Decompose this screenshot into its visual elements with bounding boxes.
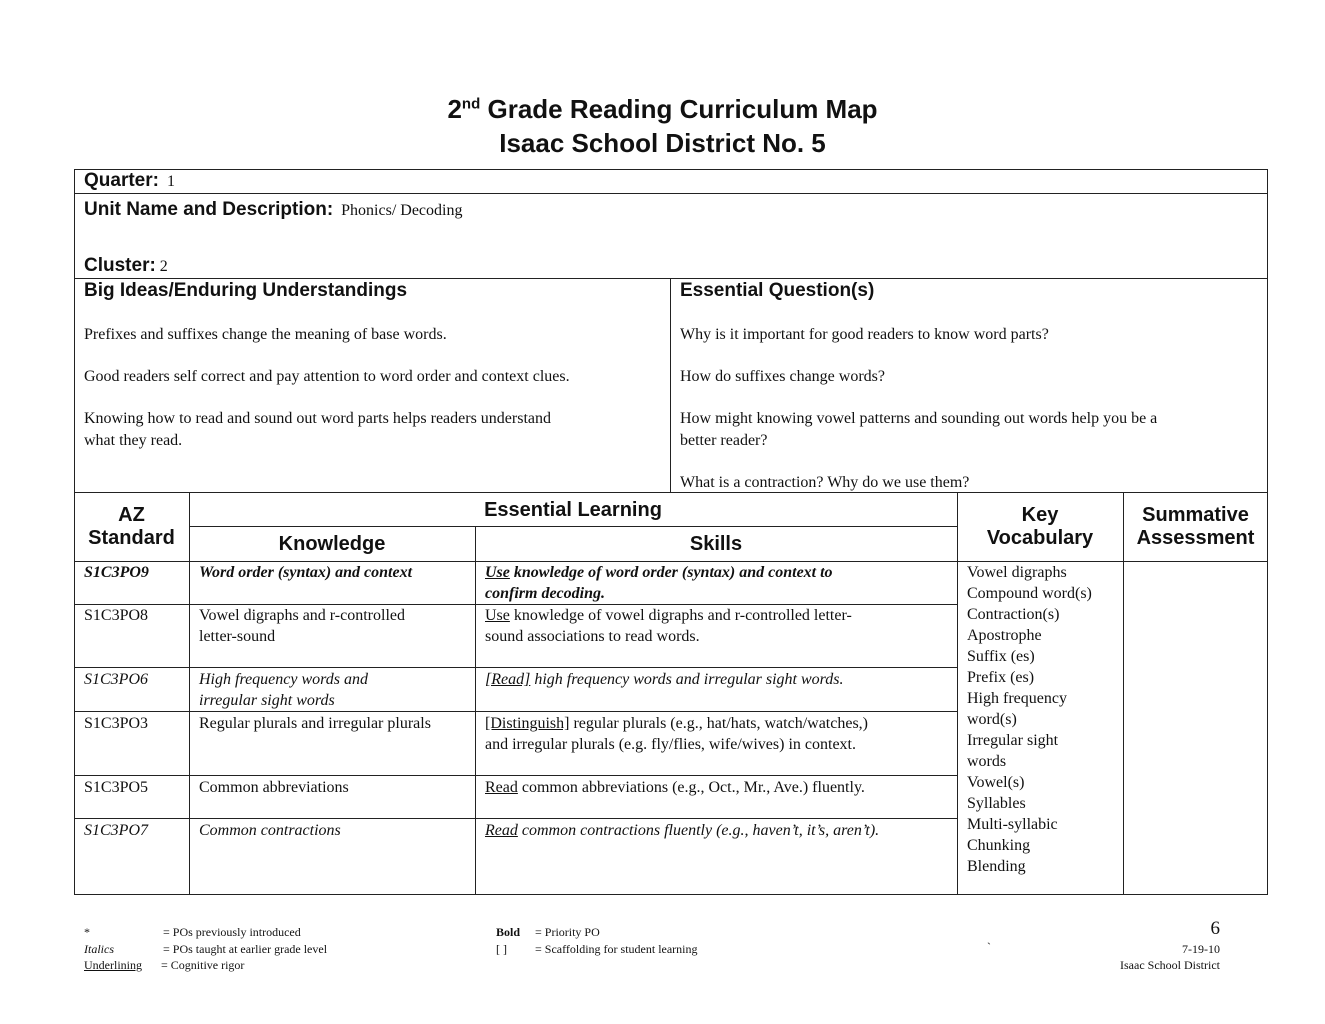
row-skill: [485, 562, 833, 583]
quarter-field: [84, 170, 175, 192]
summative-header-line-1: Summative: [1142, 504, 1249, 526]
unit-field: [84, 199, 462, 221]
legend-value: = Cognitive rigor: [161, 958, 245, 972]
summative-header-line-2: Assessment: [1136, 527, 1255, 549]
row-skill: [485, 820, 879, 841]
row-knowledge: Common abbreviations: [199, 779, 349, 796]
legend-key: [ ]: [496, 942, 507, 956]
skill-text: common abbreviations (e.g., Oct., Mr., Ave.) fluently.: [517, 779, 865, 796]
cluster-value: 2: [159, 258, 168, 275]
skill-verb: [Read]: [485, 671, 531, 688]
row-knowledge-continued: irregular sight words: [199, 692, 335, 709]
row-standard: S1C3PO8: [84, 607, 149, 624]
rule: [74, 775, 957, 776]
vocabulary-list: [967, 562, 1092, 877]
row-skill: [485, 669, 844, 690]
rule: [74, 711, 957, 712]
rule: [74, 278, 1268, 279]
title-line-1: Grade Reading Curriculum Map: [480, 94, 878, 124]
rule: [74, 818, 957, 819]
essential-question-item: better reader?: [680, 432, 768, 449]
vocabulary-item: Irregular sight: [967, 732, 1059, 749]
row-skill: [485, 777, 865, 798]
row-skill: [485, 713, 868, 734]
vocabulary-item: words: [967, 753, 1007, 770]
key-header-line-1: Key: [1021, 504, 1059, 526]
quarter-value: 1: [166, 173, 175, 190]
vocabulary-item: High frequency: [967, 690, 1067, 707]
vocabulary-item: Vowel digraphs: [967, 564, 1067, 581]
footer-district: Isaac School District: [1120, 958, 1220, 972]
skill-text: knowledge of vowel digraphs and r-controlled letter-: [509, 607, 852, 624]
vocabulary-item: word(s): [967, 711, 1017, 728]
rule: [189, 526, 957, 527]
skill-verb: Use: [485, 564, 510, 581]
footer-mark: `: [987, 940, 991, 954]
az-header-line-2: Standard: [88, 527, 175, 549]
unit-label: Unit Name and Description:: [84, 199, 334, 220]
row-skill-continued: and irregular plurals (e.g. fly/flies, wife/wives) in context.: [485, 736, 856, 753]
big-idea-item: Good readers self correct and pay attention to word order and context clues.: [84, 368, 570, 385]
skill-text: high frequency words and irregular sight words.: [530, 671, 844, 688]
legend-value: = Priority PO: [535, 925, 600, 939]
rule: [74, 667, 957, 668]
legend-value: = Scaffolding for student learning: [535, 942, 698, 956]
rule: [957, 492, 958, 895]
skill-text: common contractions fluently (e.g., haven’t, it’s, aren’t).: [517, 822, 880, 839]
essential-question-item: How might knowing vowel patterns and sounding out words help you be a: [680, 410, 1158, 427]
skill-verb: Read: [485, 822, 518, 839]
document-title: [0, 94, 1325, 125]
legend-value: = POs previously introduced: [163, 925, 301, 939]
footer-date: 7-19-10: [1182, 942, 1220, 956]
row-knowledge: High frequency words and: [199, 671, 369, 688]
skill-text: regular plurals (e.g., hat/hats, watch/watches,): [569, 715, 869, 732]
legend-key: Underlining: [84, 958, 142, 972]
big-idea-item: Knowing how to read and sound out word parts helps readers understand: [84, 410, 552, 427]
rule: [475, 526, 476, 895]
vocabulary-item: Vowel(s): [967, 774, 1025, 791]
big-ideas-heading: Big Ideas/Enduring Understandings: [84, 280, 408, 301]
title-grade-number: 2: [447, 94, 462, 124]
rule: [74, 193, 1268, 194]
page-number: 6: [1210, 918, 1220, 939]
summative-assessment-header: [1123, 504, 1268, 550]
vocabulary-item: Apostrophe: [967, 627, 1042, 644]
legend-key: *: [84, 925, 90, 939]
row-knowledge: Vowel digraphs and r-controlled: [199, 607, 405, 624]
vocabulary-item: Compound word(s): [967, 585, 1092, 602]
vocabulary-item: Prefix (es): [967, 669, 1035, 686]
key-header-line-2: Vocabulary: [986, 527, 1094, 549]
row-knowledge-continued: letter-sound: [199, 628, 276, 645]
rule: [74, 492, 1268, 493]
big-idea-item: what they read.: [84, 432, 183, 449]
az-standard-header: [74, 504, 189, 550]
row-knowledge: Regular plurals and irregular plurals: [199, 715, 431, 732]
quarter-label: Quarter:: [84, 170, 159, 191]
skill-verb: Use: [485, 607, 510, 624]
vocabulary-item: Chunking: [967, 837, 1031, 854]
row-skill-continued: confirm decoding.: [485, 585, 605, 602]
title-grade-suffix: nd: [461, 95, 481, 113]
big-idea-item: Prefixes and suffixes change the meaning of base words.: [84, 326, 447, 343]
knowledge-header: Knowledge: [278, 533, 386, 555]
row-standard: S1C3PO5: [84, 779, 149, 796]
essential-question-item: How do suffixes change words?: [680, 368, 885, 385]
skill-verb: Read: [485, 779, 518, 796]
vocabulary-item: Multi-syllabic: [967, 816, 1058, 833]
row-knowledge: Common contractions: [199, 822, 341, 839]
vocabulary-item: Contraction(s): [967, 606, 1060, 623]
essential-question-item: What is a contraction? Why do we use them?: [680, 474, 970, 491]
vocabulary-item: Blending: [967, 858, 1026, 875]
row-knowledge: Word order (syntax) and context: [199, 564, 413, 581]
essential-questions-heading: Essential Question(s): [680, 280, 875, 301]
vocabulary-item: Suffix (es): [967, 648, 1035, 665]
legend-value: = POs taught at earlier grade level: [163, 942, 328, 956]
skill-text: knowledge of word order (syntax) and context to: [509, 564, 833, 581]
unit-value: Phonics/ Decoding: [341, 202, 463, 219]
az-header-line-1: AZ: [118, 504, 145, 526]
row-skill-continued: sound associations to read words.: [485, 628, 700, 645]
vocabulary-item: Syllables: [967, 795, 1026, 812]
cluster-label: Cluster:: [84, 255, 156, 276]
row-standard: S1C3PO9: [84, 564, 149, 581]
row-standard: S1C3PO7: [84, 822, 148, 839]
skills-header: Skills: [689, 533, 743, 555]
legend-key: Bold: [496, 925, 521, 939]
skill-verb: [Distinguish]: [485, 715, 570, 732]
rule: [1123, 492, 1124, 895]
row-standard: S1C3PO6: [84, 671, 148, 688]
essential-learning-header: Essential Learning: [484, 499, 662, 521]
rule: [670, 278, 671, 492]
document-subtitle: Isaac School District No. 5: [499, 128, 826, 158]
key-vocabulary-header: [957, 504, 1123, 550]
essential-question-item: Why is it important for good readers to know word parts?: [680, 326, 1049, 343]
legend-key: Italics: [84, 942, 114, 956]
cluster-field: [84, 255, 168, 277]
row-skill: [485, 605, 852, 626]
row-standard: S1C3PO3: [84, 715, 149, 732]
